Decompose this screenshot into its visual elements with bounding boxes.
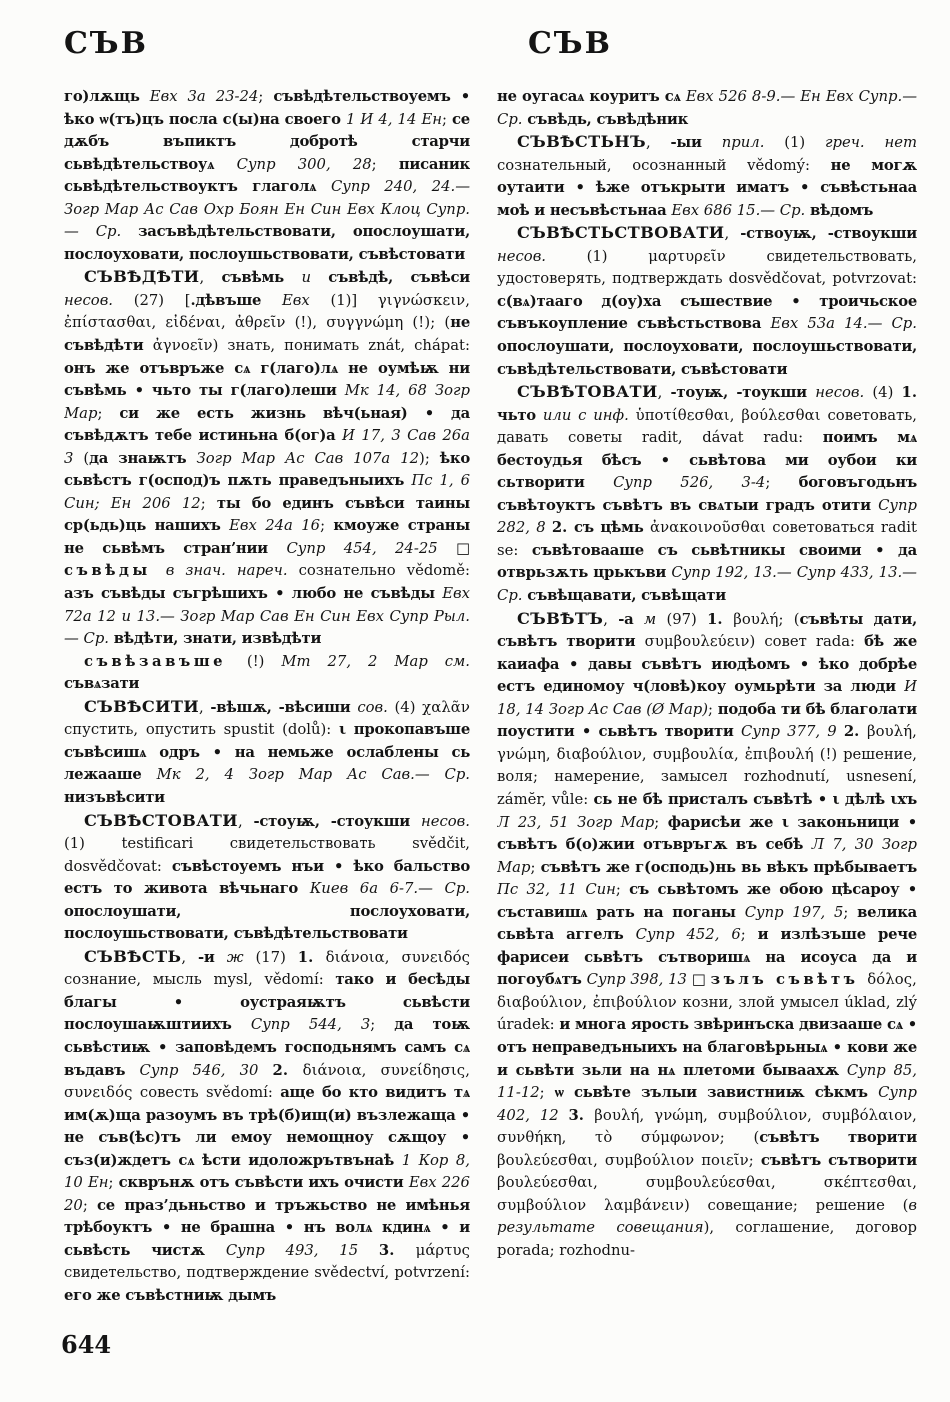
text-segment-n: (27) [ [133,291,191,309]
text-segment-n: ; [442,110,453,128]
text-segment-c: онъ же отъвръже сѧ г(лаго)лѧ не оумѣѭ ни съвѣмь • чьто ты г(лаго)леши [64,359,470,400]
text-segment-i: и [301,269,329,287]
text-segment-c: съвѣдь, съвѣдѣник [527,110,689,128]
text-segment-c: опослоушати, послоуховати, послоушьствовати, съвѣдѣтельствовати [64,902,470,943]
text-segment-i: несов. [420,812,470,830]
dictionary-paragraph [64,946,470,1308]
text-segment-n: □ [691,971,711,989]
text-segment-i: Супр 197, 5 [744,903,844,921]
text-segment-i: Киев 6а 6-7.— Ср. [309,880,470,898]
text-segment-h: СЪВѢСТОВАТИ [84,810,238,830]
text-segment-n: (4) [872,384,902,402]
text-segment-i: м [643,610,667,628]
text-segment-c: не оугасаѧ коуритъ сѧ [497,88,686,105]
text-segment-g: δόλος, διαβούλιον, ἐπιβούλιον [497,971,917,1011]
text-segment-n: , [199,269,222,287]
text-segment-g: ὑποτίθεσθαι, βούλεσθαι [635,406,828,424]
text-segment-s: зълъ съвѣтъ [710,971,868,989]
text-segment-i: Супр 85, 11-12 [497,1061,917,1102]
text-segment-i: Зогр Мар Ас Сав 107а 12 [196,449,420,467]
text-segment-h: СЪВѢТОВАТИ [517,382,658,402]
text-segment-c: вѣдомъ [809,201,874,219]
text-segment-c: съ цѣмь [574,519,650,537]
text-segment-i: Супр 544, 3 [250,1016,371,1034]
text-segment-n: , [181,948,199,966]
text-segment-i: Супр 493, 15 [225,1241,379,1259]
text-segment-c: -тоуѭ, -тоукши [670,384,816,402]
text-segment-n: ); [419,449,440,467]
text-segment-g: μάρτυς [415,1241,470,1259]
text-segment-g: ἀνακοινοῦσθαι [650,519,773,537]
text-segment-i: Супр 240, 24.— Зогр Мар Ас Сав Охр Боян Ен Син Евх Клоц Супр.— Ср. [64,178,470,241]
text-segment-n: , [237,812,254,830]
text-segment-i: Супр 452, 6 [635,926,741,944]
text-segment-n: ; [740,926,758,944]
text-segment-c: съвѧзати [64,675,140,693]
right-column [497,86,917,1338]
text-segment-c: съвѣстоуемъ нъи • ѣко бальство естъ то живота вѣчьнаго [64,857,470,898]
text-segment-n: (1)] [330,291,378,309]
text-segment-c: низъвѣсити [64,788,165,806]
text-segment-i: Евх 3а 23-24 [149,88,259,105]
text-segment-n: ; [370,1016,395,1034]
text-segment-n: ; [200,494,217,512]
text-segment-n: ; [258,88,274,105]
text-segment-i: Супр 192, 13.— Супр 433, 13.— Ср. [497,564,917,605]
text-segment-i: Евх 24а 16 [229,517,321,535]
text-segment-n: ( [83,449,90,467]
text-segment-c: съвѣтъ творити [759,1129,917,1147]
text-segment-n: ; [530,858,541,876]
text-segment-n: ; ( [778,610,800,628]
text-segment-c: ѡ сьвѣте зълыи завистниѭ сѣкмъ [554,1084,879,1102]
text-segment-i: Супр 454, 24-25 [286,539,457,557]
text-segment-h: СЪВѢДѢТИ [84,267,200,287]
text-segment-i: сов. [357,698,395,716]
text-segment-i: 1 И 4, 14 Ен [345,110,442,128]
text-segment-c: азъ съвѣды съгрѣшихъ • любо не съвѣды [64,585,443,603]
text-segment-n: ; [615,881,630,899]
text-segment-c: да тоѭ сьвѣстиѭ • заповѣдемъ господьнямъ самъ сѧ въдавъ [64,1016,470,1079]
text-segment-i: Евх 72а 12 и 13.— Зогр Мар Сав Ен Син Евх Супр Рыл.— Ср. [64,585,470,648]
text-segment-n: ) совет rada: [749,633,865,651]
text-segment-b: 2. [272,1061,303,1079]
text-segment-n: свидетельство, подтверждение svědectví, potvrzení: [64,1264,470,1282]
left-column [64,86,470,1338]
text-segment-c: ты бо единъ съвѣси таины ср(ьдь)ць нашихъ [64,494,470,535]
text-segment-i: Супр 300, 28 [236,155,372,173]
text-segment-c: велика сьвѣта аггелъ [497,903,917,944]
text-segment-n: , [603,610,619,628]
text-segment-c: .дѣвъше [190,291,282,309]
text-segment-n: (4) [394,698,423,716]
text-segment-n: (!) решение, воля; намерение, замысел rozhodnutí, usnesení, zámĕr, vůle: [497,745,917,808]
text-segment-c: его же съвѣстниѭ дымъ [64,1286,277,1304]
text-segment-c: не съвѣдѣти [64,314,470,355]
text-segment-n: , [657,384,671,402]
text-segment-i: Евх 526 8-9.— Ен Евх Супр.— Ср. [497,88,917,128]
dictionary-paragraph [497,381,917,607]
text-segment-i: Евх 686 15.— Ср. [671,201,810,219]
text-segment-c: се праз’дьньство и тръжьство не имѣнья трѣбоуктъ • не брашна • нъ волѧ кдинѧ • и сьвѣсть чистѫ [64,1196,470,1259]
text-segment-g: ἀγνοεῖν [152,337,213,355]
dictionary-paragraph [64,86,470,266]
text-segment-c: съвѣтовааше съ сьвѣтникы своими • да отврьзѫть црькъви [497,541,917,582]
text-segment-c: ι прокопавъше съвѣсишѧ одръ • на немьже ослаблены сь лежааше [64,721,470,784]
dictionary-paragraph [64,810,470,946]
text-segment-g: βουλή, γνώμη, συμβούλιον, συμβόλαιον, συνθήκη, τὸ σύμφωνον; [497,1106,917,1147]
text-segment-i: Евх [282,291,331,309]
text-segment-i: Л 23, 51 Зогр Мар [497,813,655,831]
text-segment-i: Мк 14, 68 Зогр Мар [64,382,470,422]
text-segment-c: съвѣмь [221,269,302,287]
text-segment-i: Евх 53а 14.— Ср. [770,315,917,333]
text-segment-i: Супр 546, 30 [139,1061,273,1079]
text-segment-c: -ыи [670,134,722,152]
text-segment-b: 1. [707,610,734,628]
text-segment-i: Пс 32, 11 Син [497,881,616,899]
text-segment-i: Мт 27, 2 Мар см. [281,652,470,670]
dictionary-paragraph [64,651,470,696]
text-segment-n: сознательно vědomě: [298,562,470,580]
text-segment-n: ), соглашение, договор porada; rozhodnu- [497,1219,917,1259]
text-segment-c: съвѣщавати, съвѣщати [527,587,726,605]
text-segment-c: не могѫ оутаити • ѣже отъкрыти иматъ • съвѣстьнаа моѣ и несъвѣстьнаа [497,156,917,219]
text-segment-c: -вѣшѫ, -вѣсиши [210,698,358,716]
text-segment-g: μαρτυρεῖν [648,247,767,265]
text-segment-i: или с инф. [542,406,636,424]
dictionary-paragraph [497,86,917,131]
text-segment-g: βουλή [733,610,779,628]
text-segment-c: си же есть жизнь вѣч(ьная) • да съвѣдѫтъ тебе истиньна б(ог)а [64,404,470,445]
text-segment-c: -ствоуѭ, -ствоукши [740,225,917,243]
text-segment-n: ( [753,1129,760,1147]
text-segment-s: съвѣзавъше [84,652,247,670]
text-segment-n: (97) [666,610,708,628]
text-segment-b: 3. [568,1106,595,1124]
text-segment-i: Супр 398, 13 [586,971,692,989]
text-segment-c: да знаѭтъ [89,449,197,467]
text-segment-c: ѣко сьвѣстъ г(оспод)ъ пѫть праведъныихъ [64,449,470,490]
text-segment-n: ; [82,1196,98,1214]
text-segment-n: ; [97,404,120,422]
text-segment-c: сь не бѣ присталъ съвѣтѣ • ι дѣлѣ ιхъ [593,790,917,808]
text-segment-n: ; [708,700,718,718]
text-segment-h: СЪВѢСИТИ [84,696,200,716]
text-segment-c: скврънѫ отъ съвѣсти ихъ очисти [118,1174,409,1192]
text-segment-n: , [724,225,741,243]
text-segment-c: кмоуже страны не сьвѣмъ стран’нии [64,517,470,557]
dictionary-paragraph [497,222,917,381]
text-segment-c: поимъ мѧ бестоудья бѣсъ • сьвѣтова ми оубои ки сьтворити [497,429,917,492]
text-segment-i: И 18, 14 Зогр Ас Сав (Ø Мар) [497,678,917,718]
text-segment-i: Супр 402, 12 [497,1084,917,1124]
text-segment-c: го)лѫщь [64,88,150,105]
text-segment-c: съвѣты дати, съвѣтъ творити [497,610,917,651]
text-segment-c: съ сьвѣтомъ же обою цѣсароу • съставишѧ рать на поганы [497,881,917,921]
text-segment-i: несов. [64,291,134,309]
text-segment-c: боговъгодьнъ съвѣтоуктъ съвѣтъ въ свѧтыи градъ отити [497,474,917,514]
text-segment-c: и многа ярость звѣринъска двизааше сѧ • отъ неправедъныихъ на благовѣрьныѧ • кови же и сьвѣти зьли на нѧ плетоми бываахѫ [497,1016,917,1079]
text-segment-c: и излѣзъше рече фарисеи сьвѣтъ сътворишѧ на исоуса да и погоубѧтъ [497,926,917,989]
text-segment-n: (1) [586,247,649,265]
text-segment-n: ) знать, понимать znát, chápat: [212,337,470,355]
text-segment-n: ; [539,1084,555,1102]
text-segment-g: βουλεύεσθαι, συμβουλεύεσθαι, σκέπτεσθαι, συμβούλιον λαμβάνειν [497,1174,917,1214]
text-segment-i: Л 7, 30 Зогр Мар [497,836,917,876]
text-segment-n: ; [654,813,668,831]
text-segment-n: советоваться radit se: [497,519,917,559]
text-segment-s: съвѣды [64,562,166,580]
text-segment-n: , [199,698,211,716]
text-segment-c: писаник сьвѣдѣтельствоуктъ глаголѧ [64,155,470,196]
text-segment-n: сознательный, осознанный vědomý: [497,156,831,174]
text-segment-c: засъвѣдѣтельствовати, опослоушати, послоуховати, послоушьствовати, съвѣстовати [64,223,470,263]
dictionary-paragraph [497,131,917,222]
running-head-left: СЪВ [64,26,148,61]
text-segment-h: СЪВѢСТЬНЪ [517,132,646,152]
text-segment-g: χαλᾶν [422,698,470,716]
text-segment-c: бѣ же каиафа • давы съвѣтъ июдѣомъ • ѣко добрѣе естъ единомоу ч(ловѣ)коу оумьрѣти за люди [497,633,917,696]
text-segment-i: Пс 1, 6 Син; Ен 206 12 [64,472,470,512]
text-segment-n: свидетельствовать, удостоверять, подтверждать dosvědčovat, potvrzovat: [497,247,917,288]
text-segment-c: опослоушати, послоуховати, послоушьствовати, съвѣдѣтельствовати, съвѣстовати [497,338,917,378]
text-segment-i: ж [226,948,256,966]
page-number: 644 [61,1330,112,1359]
text-segment-c: с(вѧ)тааго д(оу)ха съшествие • троичьское съвъкоупление съвѣстьствова [497,292,917,333]
text-segment-h: СЪВѢТЪ [517,608,604,628]
text-segment-c: аще бо кто видитъ тѧ им(ѫ)ща разоумъ въ трѣ(б)ищ(и) възлежаща • не съв(ѣс)тъ ли емоу немощноу сѫщоу • съз(и)ждетъ сѧ ѣсти идоложрътвънаѣ [64,1084,470,1169]
text-segment-n: □ [456,539,470,557]
text-segment-n: (1) [784,134,826,152]
text-segment-g: διάνοια, συνειδός [325,948,470,966]
text-segment-i: Евх 226 20 [64,1174,470,1214]
text-segment-i: в результате совещания [497,1196,917,1237]
text-segment-n: советовать, давать советы radit, dávat radu: [497,406,917,447]
text-segment-c: съвѣдѣ, съвѣси [328,269,470,287]
text-segment-c: се дѫбъ въпиктъ добротѣ старчи сьвѣдѣтельствоуѧ [64,110,470,173]
text-segment-g: βουλή, γνώμη, διαβούλιον, συμβουλία, ἐπιβουλή [497,723,917,763]
text-segment-c: съвѣтъ же г(осподь)нь вь вѣкъ прѣбываетъ [540,858,917,876]
text-segment-i: И 17, 3 Сав 26а 3 [64,427,470,467]
text-segment-c: чьто [497,406,543,424]
text-segment-c: подоба ти бѣ благолати поустити • сьвѣтъ творити [497,700,917,741]
text-segment-i: 1 Кор 8, 10 Ен [64,1151,470,1192]
text-segment-c: -и [198,948,227,966]
text-segment-i: Супр 526, 3-4 [613,474,766,492]
text-segment-n: спустить, опустить spustit (dolů): [64,721,339,739]
text-segment-n: , [645,134,671,152]
text-segment-i: в знач. нареч. [165,562,299,580]
text-segment-i: Супр 282, 8 [497,496,917,537]
text-segment-n: козни, злой умысел úklad, zlý úradek: [497,993,917,1034]
text-segment-i: Мк 2, 4 Зогр Мар Ас Сав.— Ср. [156,766,470,784]
text-segment-c: съвѣтъ сътворити [760,1151,917,1169]
text-segment-n: совесть svědomí: [139,1084,281,1102]
text-segment-b: 2. [843,723,867,741]
text-segment-i: Супр 377, 9 [741,723,844,741]
text-segment-c: фарисѣи же ι законьници • съвѣтъ б(о)жии отъвръгѫ въ себѣ [497,813,917,854]
text-segment-c: -стоуѭ, -стоукши [253,812,421,830]
text-segment-c: вѣдѣти, знати, извѣдѣти [113,630,322,648]
text-segment-h: СЪВѢСТЬ [84,946,182,966]
text-segment-n: ; [765,474,799,492]
text-segment-n: ; [843,903,858,921]
text-segment-b: 3. [378,1241,416,1259]
text-segment-c: -а [618,610,644,628]
text-segment-g: συμβουλεύειν [644,633,750,651]
text-segment-n: ; [371,155,399,173]
text-segment-i: греч. нет [825,134,917,152]
text-segment-n: сознание, мысль mysl, vědomí: [64,971,336,989]
text-segment-g: διάνοια, συνείδησις, συνειδός [64,1061,470,1102]
text-segment-c: тако и бесѣды благы • оустраяѭтъ сьвѣсти послоушаѭштиихъ [64,971,470,1034]
text-segment-b: 1. [901,384,917,402]
text-segment-n: (17) [255,948,298,966]
text-segment-n: (!) [246,652,282,670]
text-segment-i: несов. [497,247,587,265]
text-segment-g: βουλεύεσθαι, συμβούλιον ποιεῖν; [497,1151,761,1169]
text-segment-i: несов. [815,384,873,402]
text-segment-c: съвѣдѣтельствоуемъ • ѣко ѡ(тъ)цъ посла с(ы)на своего [64,88,470,128]
text-segment-n: ; [108,1174,119,1192]
dictionary-paragraph [497,608,917,1263]
dictionary-paragraph [64,266,470,650]
text-segment-n: (1) testificari свидетельствовать svědčit, dosvědčovat: [64,835,470,875]
text-segment-i: прил. [721,134,785,152]
text-segment-b: 2. [551,519,575,537]
running-head-right: СЪВ [528,26,612,61]
text-segment-h: СЪВѢСТЬСТВОВАТИ [517,223,725,243]
text-segment-n: ; [320,517,334,535]
text-segment-b: 1. [297,948,326,966]
text-segment-g: γιγνώσκειν, ἐπίστασθαι, εἰδέναι, ἀθρεῖν (!), συγγνώμη (!); ( [64,291,470,332]
text-segment-n: ) совещание; решение ( [684,1196,909,1214]
dictionary-paragraph [64,696,470,810]
